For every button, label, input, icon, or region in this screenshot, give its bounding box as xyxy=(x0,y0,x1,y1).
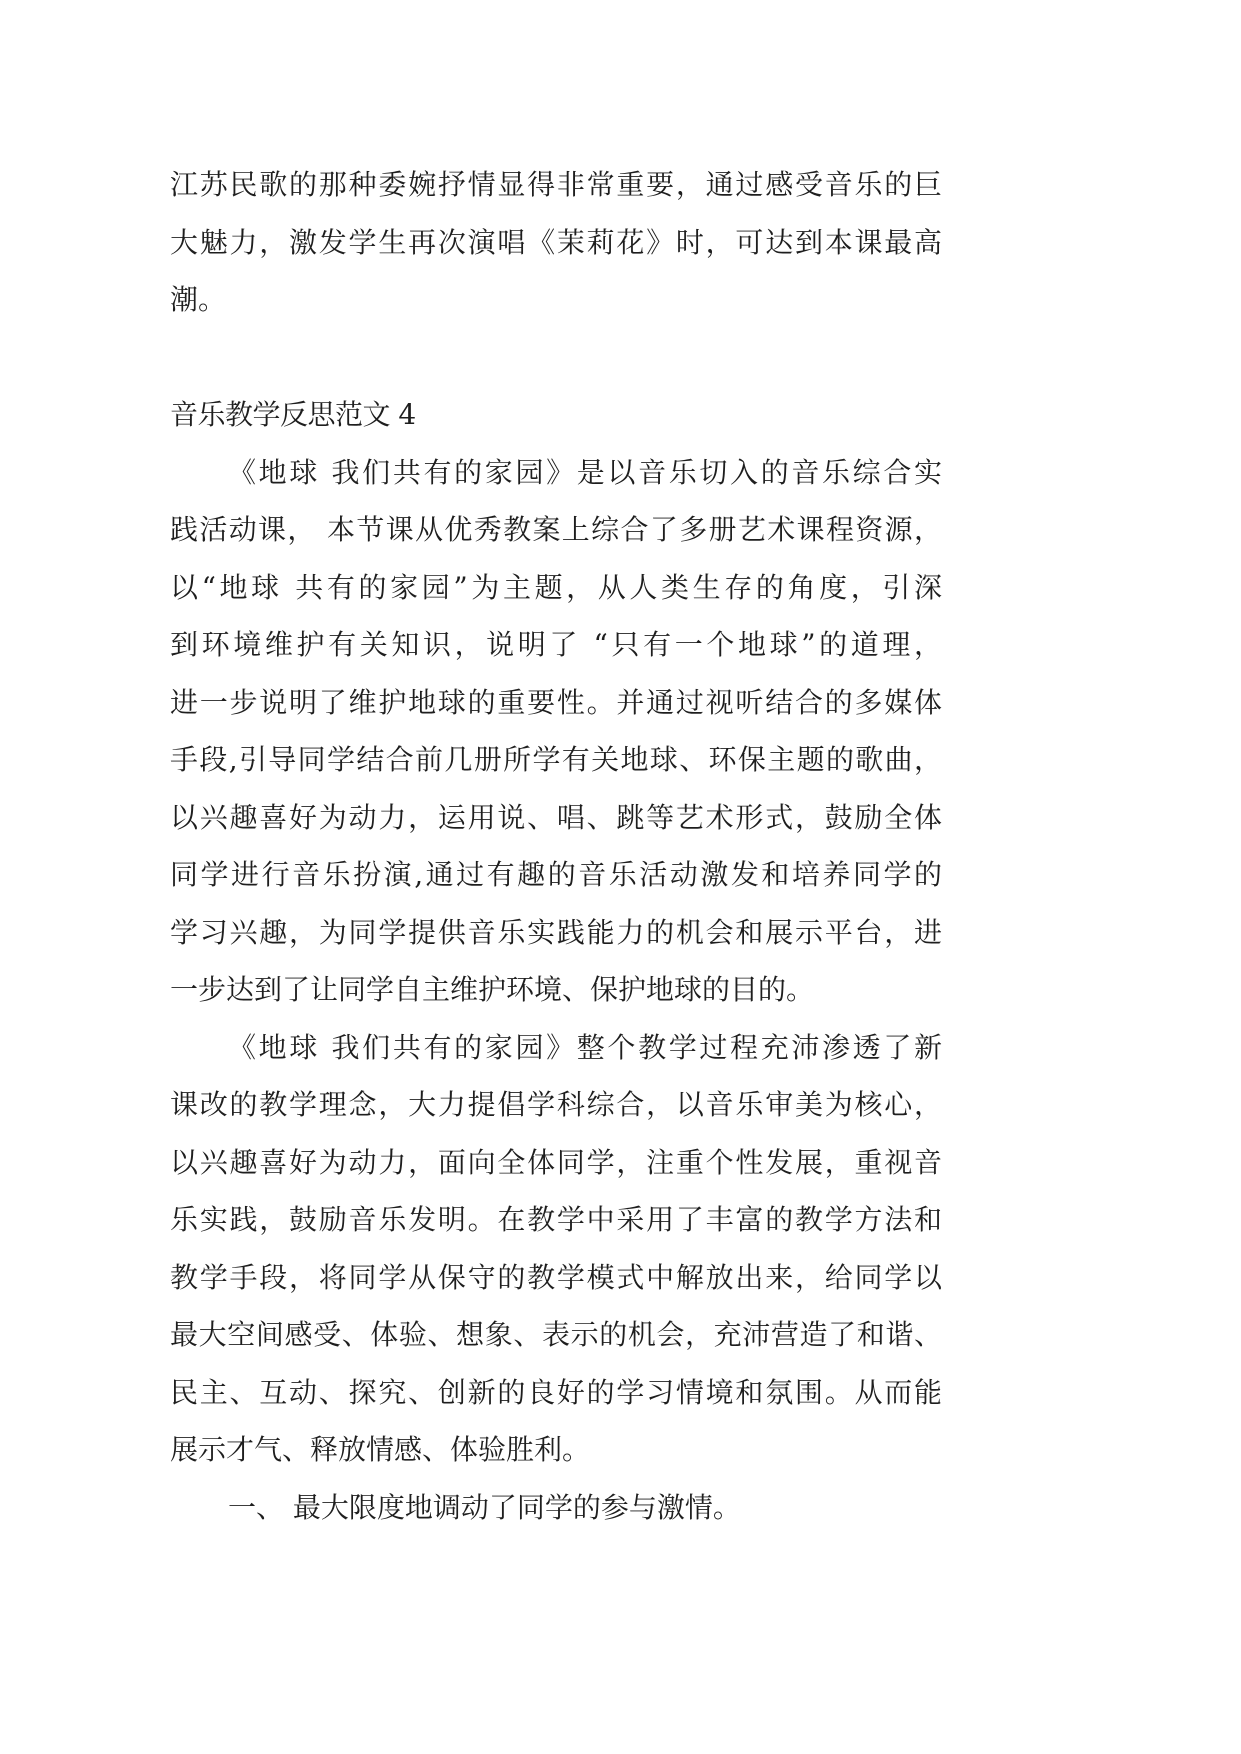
text-line: 《地球 我们共有的家园》是以音乐切入的音乐综合实 xyxy=(228,455,942,489)
text-line: 展示才气、释放情感、体验胜利。 xyxy=(170,1433,591,1466)
section-heading: 音乐教学反思范文 4 xyxy=(170,398,416,431)
text-line: 《地球 我们共有的家园》整个教学过程充沛渗透了新 xyxy=(228,1030,942,1064)
text-line: 以“地球 共有的家园”为主题，从人类生存的角度，引深 xyxy=(170,570,942,604)
text-line: 到环境维护有关知识，说明了 “只有一个地球”的道理， xyxy=(170,628,942,661)
text-line: 大魅力，激发学生再次演唱《茉莉花》时，可达到本课最高 xyxy=(170,225,942,259)
text-line: 民主、互动、探究、创新的良好的学习情境和氛围。从而能 xyxy=(170,1375,942,1409)
text-line: 教学手段，将同学从保守的教学模式中解放出来，给同学以 xyxy=(170,1260,942,1294)
text-line: 最大空间感受、体验、想象、表示的机会，充沛营造了和谐、 xyxy=(170,1318,942,1351)
text-line: 以兴趣喜好为动力，面向全体同学，注重个性发展，重视音 xyxy=(170,1145,942,1179)
list-item: 一、 最大限度地调动了同学的参与激情。 xyxy=(228,1490,741,1524)
text-line: 江苏民歌的那种委婉抒情显得非常重要，通过感受音乐的巨 xyxy=(170,168,942,201)
text-line: 一步达到了让同学自主维护环境、保护地球的目的。 xyxy=(170,973,815,1006)
text-line: 践活动课， 本节课从优秀教案上综合了多册艺术课程资源， xyxy=(170,513,942,546)
text-line: 以兴趣喜好为动力，运用说、唱、跳等艺术形式，鼓励全体 xyxy=(170,800,942,834)
text-line: 手段,引导同学结合前几册所学有关地球、环保主题的歌曲， xyxy=(170,743,942,776)
text-line: 潮。 xyxy=(170,283,227,316)
text-line: 乐实践，鼓励音乐发明。在教学中采用了丰富的教学方法和 xyxy=(170,1203,942,1236)
text-line: 课改的教学理念，大力提倡学科综合，以音乐审美为核心， xyxy=(170,1088,942,1121)
document-body xyxy=(170,156,942,1536)
paragraph-1 xyxy=(170,444,942,1019)
paragraph-2 xyxy=(170,1019,942,1479)
text-line: 进一步说明了维护地球的重要性。并通过视听结合的多媒体 xyxy=(170,685,942,719)
intro-paragraph xyxy=(170,156,942,329)
text-line: 同学进行音乐扮演,通过有趣的音乐活动激发和培养同学的 xyxy=(170,858,942,891)
text-line: 学习兴趣，为同学提供音乐实践能力的机会和展示平台，进 xyxy=(170,915,942,949)
blank-line xyxy=(170,329,942,387)
